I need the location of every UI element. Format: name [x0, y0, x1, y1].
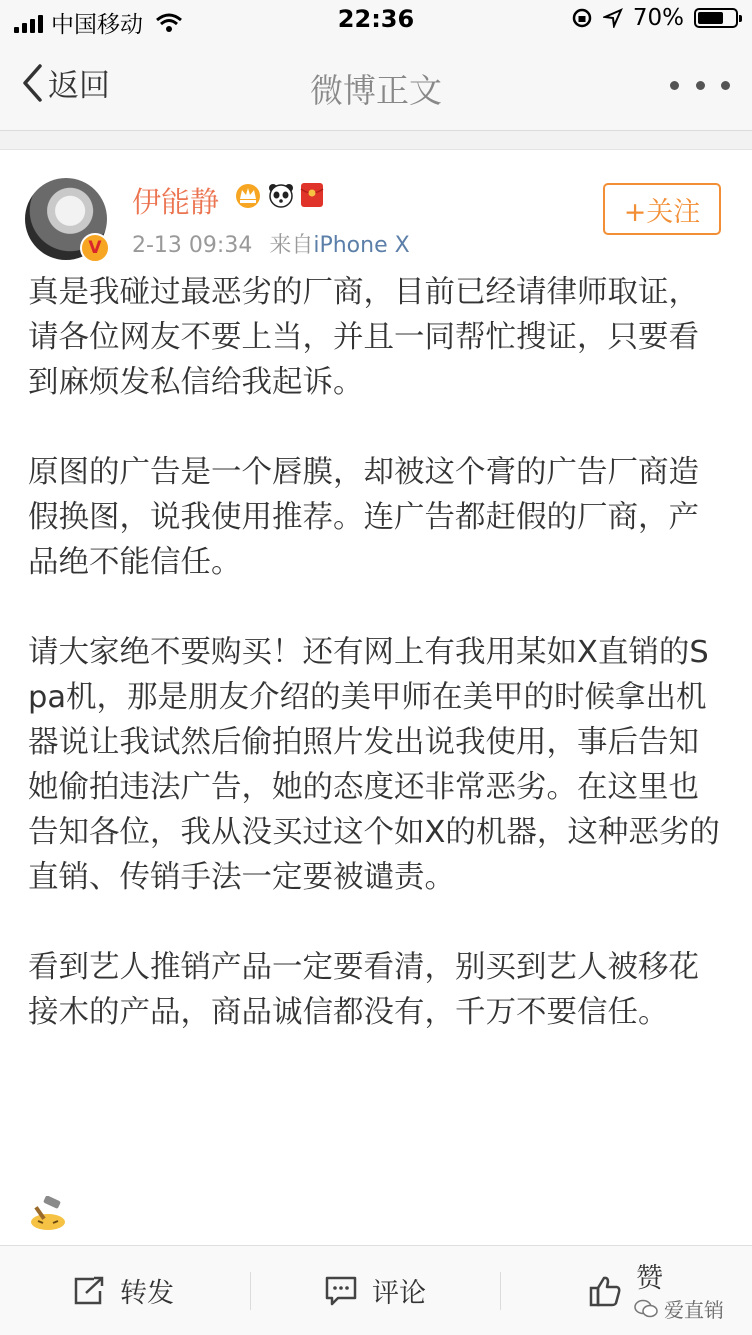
post-meta: [132, 228, 410, 259]
verified-badge-icon: V: [80, 233, 110, 263]
crown-icon[interactable]: [234, 182, 262, 208]
watermark-text: 爱直销: [664, 1298, 724, 1322]
red-envelope-icon[interactable]: [300, 182, 324, 208]
post-paragraph: 看到艺人推销产品一定要看清，别买到艺人被移花接木的产品，商品诚信都没有，千万不要信任。: [28, 950, 699, 1030]
comment-button[interactable]: [324, 1246, 426, 1335]
avatar[interactable]: [25, 178, 107, 260]
more-dot-icon: [721, 81, 730, 90]
post-paragraph: 请大家绝不要购买！还有网上有我用某如X直销的Spa机，那是朋友介绍的美甲师在美甲的时候拿出机器说让我试然后偷拍照片发出说我使用，事后告知她偷拍违法广告，她的态度还非常恶劣。在这里也告知各位，我从没买过这个如X的机器，这种恶劣的直销、传销手法一定要被谴责。: [28, 635, 720, 895]
source-prefix: 来自: [269, 233, 314, 258]
status-bar: [0, 0, 752, 40]
post-content: [28, 270, 728, 1080]
post-timestamp: 2-13 09:34: [132, 233, 253, 258]
toolbar-divider: [500, 1272, 501, 1310]
comment-label: 评论: [372, 1278, 426, 1309]
orientation-lock-icon: [571, 7, 593, 29]
repost-label: 转发: [120, 1278, 174, 1309]
carrier-name: 中国移动: [51, 12, 143, 38]
battery-percentage: 70%: [632, 5, 684, 31]
like-label: 赞: [636, 1263, 663, 1294]
section-divider: [0, 131, 752, 150]
wechat-icon: [634, 1299, 658, 1319]
location-arrow-icon: [603, 8, 623, 28]
post-paragraph: 原图的广告是一个唇膜，却被这个膏的广告厂商造假换图，说我使用推荐。连广告都赶假的厂商，产品绝不能信任。: [28, 455, 699, 580]
status-time: 22:36: [337, 5, 415, 33]
comment-icon: [324, 1275, 358, 1307]
panda-icon[interactable]: [267, 182, 295, 208]
author-name[interactable]: 伊能静: [132, 185, 220, 219]
follow-button[interactable]: +关注: [603, 183, 721, 235]
post-source[interactable]: iPhone X: [313, 233, 410, 258]
post-header: [0, 150, 752, 260]
page-title: 微博正文: [310, 71, 442, 110]
thumbs-up-icon: [588, 1274, 622, 1308]
battery-icon: [694, 8, 738, 28]
post-paragraph: 真是我碰过最恶劣的厂商，目前已经请律师取证，请各位网友不要上当，并且一同帮忙搜证，只要看到麻烦发私信给我起诉。: [28, 275, 699, 400]
bottom-toolbar: [0, 1245, 752, 1335]
repost-icon: [72, 1275, 106, 1307]
hammer-emoji-icon: [28, 1196, 68, 1234]
more-dot-icon: [670, 81, 679, 90]
toolbar-divider: [250, 1272, 251, 1310]
watermark: [634, 1294, 724, 1323]
more-dot-icon: [696, 81, 705, 90]
repost-button[interactable]: [72, 1246, 174, 1335]
user-badges: [234, 182, 324, 208]
back-label: 返回: [48, 68, 110, 104]
more-options-button[interactable]: [670, 70, 730, 100]
navigation-bar: [0, 40, 752, 131]
